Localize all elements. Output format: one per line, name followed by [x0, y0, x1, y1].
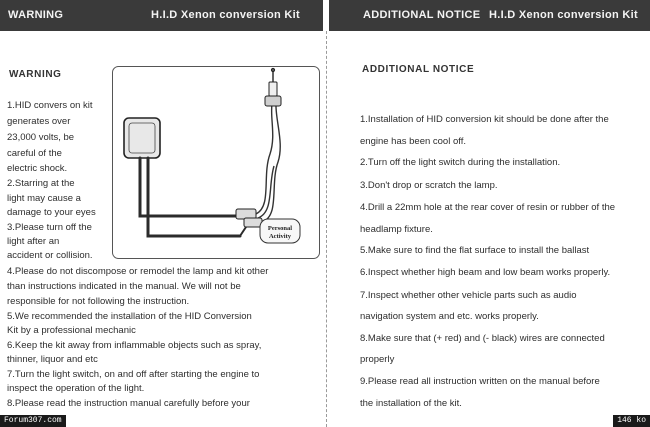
warning-line: Kit by a professional mechanic	[7, 325, 136, 336]
notice-line: 7.Inspect whether other vehicle parts such as audio	[360, 290, 577, 301]
left-header-title: WARNING	[8, 9, 64, 21]
warning-line: 5.We recommended the installation of the HID Conversion	[7, 311, 252, 322]
notice-line: 6.Inspect whether high beam and low beam works properly.	[360, 267, 611, 278]
warning-line: light after an	[7, 236, 60, 247]
left-header-bar	[0, 0, 323, 31]
notice-line: 5.Make sure to find the flat surface to install the ballast	[360, 245, 590, 256]
warning-line: 23,000 volts, be	[7, 132, 75, 143]
warning-line: 6.Keep the kit away from inflammable objects such as spray,	[7, 340, 262, 351]
wiring-icon	[140, 158, 248, 236]
left-footer: Forum307.com	[0, 415, 66, 427]
warning-line: 3.Please turn off the	[7, 222, 92, 233]
diagram-label-line2: Activity	[268, 233, 292, 240]
right-header-bar	[329, 0, 650, 31]
notice-line: 4.Drill a 22mm hole at the rear cover of resin or rubber of the	[360, 202, 616, 213]
notice-line: navigation system and etc. works properly.	[360, 311, 539, 322]
notice-line: 1.Installation of HID conversion kit should be done after the	[360, 114, 609, 125]
warning-line: than instructions indicated in the manual. We will not be	[7, 281, 241, 292]
notice-line: 9.Please read all instruction written on the manual before	[360, 376, 600, 387]
notice-line: properly	[360, 354, 395, 365]
warning-line: responsible for not following the instruction.	[7, 296, 190, 307]
warning-line: accident or collision.	[7, 250, 93, 261]
notice-line: engine has been cool off.	[360, 136, 466, 147]
warning-line: 7.Turn the light switch, on and off after starting the engine to	[7, 369, 260, 380]
xenon-bulb-icon	[265, 68, 281, 106]
left-page-heading: WARNING	[9, 69, 62, 80]
notice-line: 3.Don't drop or scratch the lamp.	[360, 180, 498, 191]
hid-kit-diagram	[112, 66, 320, 259]
right-page-heading: ADDITIONAL NOTICE	[362, 64, 475, 75]
warning-line: 4.Please do not discompose or remodel the lamp and kit other	[7, 266, 269, 277]
diagram-label-line1: Personal	[267, 225, 293, 232]
left-header-kit: H.I.D Xenon conversion Kit	[151, 9, 300, 21]
warning-line: electric shock.	[7, 163, 68, 174]
warning-line: careful of the	[7, 148, 62, 159]
warning-line: damage to your eyes	[7, 207, 96, 218]
bulb-cable-icon	[256, 104, 280, 222]
warning-line: 2.Starring at the	[7, 178, 75, 189]
notice-line: 8.Make sure that (+ red) and (- black) wires are connected	[360, 333, 605, 344]
warning-line: thinner, liquor and etc	[7, 354, 98, 365]
ballast-icon	[124, 118, 160, 158]
page-divider	[326, 31, 327, 427]
notice-line: 2.Turn off the light switch during the installation.	[360, 157, 561, 168]
right-header-kit: H.I.D Xenon conversion Kit	[489, 9, 638, 21]
notice-line: the installation of the kit.	[360, 398, 462, 409]
warning-line: 8.Please read the instruction manual carefully before your	[7, 398, 250, 409]
warning-line: inspect the operation of the light.	[7, 383, 145, 394]
right-footer: 146 ko	[613, 415, 650, 427]
warning-line: light may cause a	[7, 193, 81, 204]
warning-line: generates over	[7, 116, 71, 127]
right-header-title: ADDITIONAL NOTICE	[363, 9, 481, 21]
label-box	[260, 219, 300, 243]
warning-line: 1.HID convers on kit	[7, 100, 93, 111]
notice-line: headlamp fixture.	[360, 224, 433, 235]
